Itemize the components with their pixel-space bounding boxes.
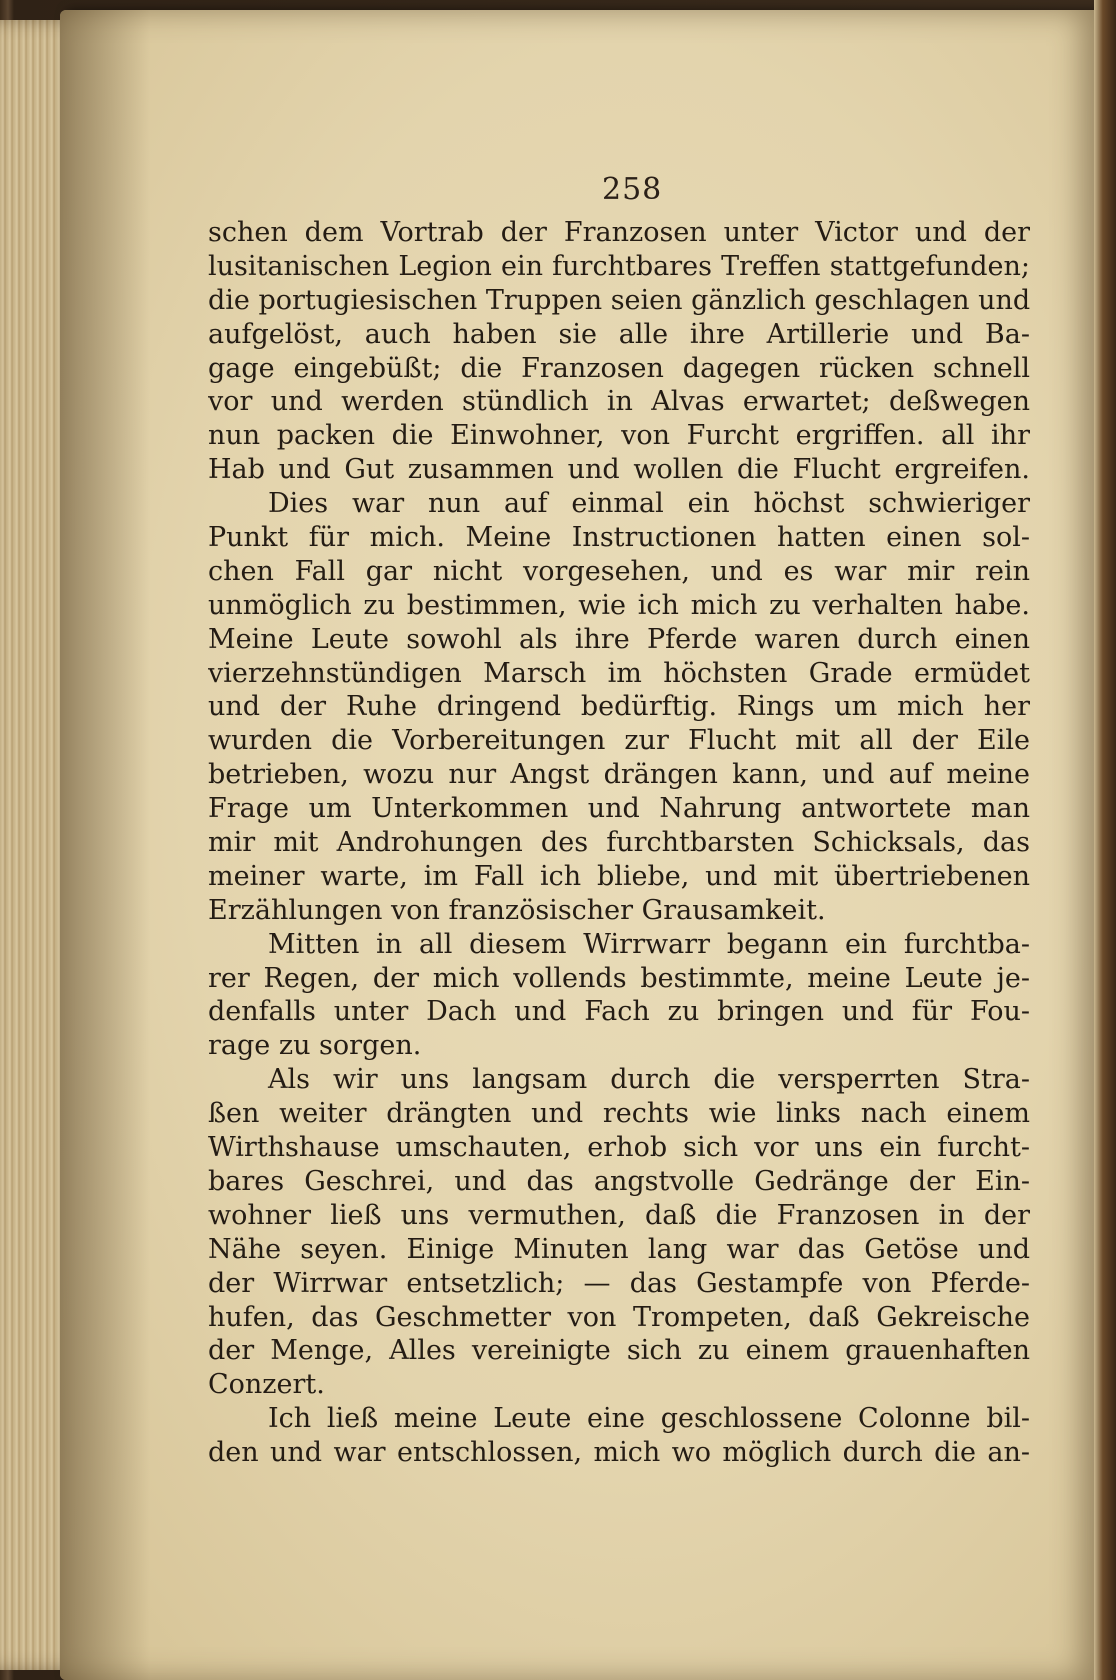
text-line: rer Regen, der mich vollends bestimmte, meine Leute je- [208, 962, 1030, 994]
page-number: 258 [602, 172, 663, 207]
text-line: betrieben, wozu nur Angst drängen kann, und auf meine [208, 759, 1030, 791]
text-line: Frage um Unterkommen und Nahrung antwortete man [208, 793, 1030, 825]
text-line: ßen weiter drängten und rechts wie links nach einem [208, 1098, 1030, 1130]
text-line: Wirthshause umschauten, erhob sich vor uns ein furcht- [208, 1132, 1030, 1164]
text-line: Als wir uns langsam durch die versperrten Stra- [268, 1064, 1030, 1096]
text-line: Dies war nun auf einmal ein höchst schwieriger [268, 488, 1030, 520]
text-line: lusitanischen Legion ein furchtbares Treffen stattgefunden; [208, 250, 1030, 282]
text-line: unmöglich zu bestimmen, wie ich mich zu verhalten habe. [208, 589, 1030, 621]
text-line: gage eingebüßt; die Franzosen dagegen rücken schnell [208, 352, 1030, 384]
text-line: vor und werden stündlich in Alvas erwartet; deßwegen [208, 386, 1030, 418]
text-line: wohner ließ uns vermuthen, daß die Franzosen in der [208, 1199, 1030, 1231]
text-line: Hab und Gut zusammen und wollen die Flucht ergreifen. [208, 454, 1030, 486]
text-line: chen Fall gar nicht vorgesehen, und es war mir rein [208, 555, 1030, 587]
text-line: schen dem Vortrab der Franzosen unter Victor und der [208, 217, 1030, 248]
text-line: den und war entschlossen, mich wo möglich durch die an- [208, 1437, 1030, 1469]
text-line: mir mit Androhungen des furchtbarsten Schicksals, das [208, 827, 1030, 859]
gutter-shadow [60, 10, 150, 1680]
text-line: Punkt für mich. Meine Instructionen hatten einen sol- [208, 522, 1030, 554]
text-line: die portugiesischen Truppen seien gänzlich geschlagen und [208, 284, 1030, 316]
text-line: wurden die Vorbereitungen zur Flucht mit all der Eile [208, 725, 1030, 757]
text-line: Nähe seyen. Einige Minuten lang war das Getöse und [208, 1233, 1030, 1265]
text-line: aufgelöst, auch haben sie alle ihre Artillerie und Ba- [208, 318, 1030, 350]
body-text [208, 216, 1030, 1470]
text-line: denfalls unter Dach und Fach zu bringen und für Fou- [208, 996, 1030, 1028]
text-line: Mitten in all diesem Wirrwarr begann ein furchtba- [268, 928, 1030, 960]
text-line: bares Geschrei, und das angstvolle Gedränge der Ein- [208, 1165, 1030, 1197]
text-line: und der Ruhe dringend bedürftig. Rings um mich her [208, 691, 1030, 723]
text-line: rage zu sorgen. [208, 1030, 422, 1062]
binding-edge [1094, 0, 1116, 1680]
text-line: der Menge, Alles vereinigte sich zu einem grauenhaften [208, 1335, 1030, 1367]
text-line: Conzert. [208, 1369, 325, 1401]
text-line: Erzählungen von französischer Grausamkeit. [208, 894, 826, 926]
text-line: der Wirrwar entsetzlich; — das Gestampfe von Pferde- [208, 1267, 1030, 1299]
text-line: Ich ließ meine Leute eine geschlossene Colonne bil- [268, 1403, 1030, 1435]
text-line: hufen, das Geschmetter von Trompeten, daß Gekreische [208, 1301, 1030, 1333]
text-line: vierzehnstündigen Marsch im höchsten Grade ermüdet [208, 657, 1030, 689]
text-line: Meine Leute sowohl als ihre Pferde waren durch einen [208, 623, 1030, 655]
text-line: meiner warte, im Fall ich bliebe, und mit übertriebenen [208, 860, 1030, 892]
text-line: nun packen die Einwohner, von Furcht ergriffen. all ihr [208, 420, 1030, 452]
